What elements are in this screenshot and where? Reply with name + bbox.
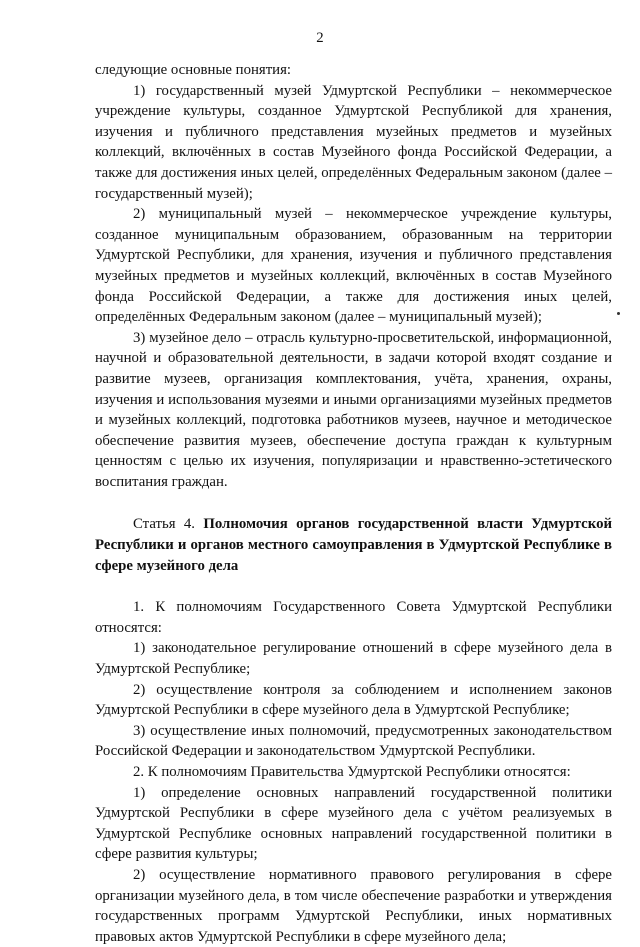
section-item: 1) законодательное регулирование отношений в сфере музейного дела в Удмуртской Республике; xyxy=(95,640,612,678)
section-lead: 2. К полномочиям Правительства Удмуртской Республики относятся: xyxy=(133,764,571,780)
article-heading xyxy=(95,514,612,576)
page-number: 2 xyxy=(316,30,324,46)
scan-speck xyxy=(617,312,620,315)
spacer xyxy=(95,576,612,597)
section-item: 2) осуществление контроля за соблюдением и исполнением законов Удмуртской Республики в сфере музейного дела в Удмуртской Республике; xyxy=(95,681,612,719)
definition-item: 3) музейное дело – отрасль культурно-просветительской, информационной, научной и образовательной деятельности, в задачи которой входят создание и развитие музеев, организация комплектования, учёта, хранения, охраны, изучения и использования музеями и иными организациями музейных предметов и музейных коллекций, подготовка работников музеев, научное и методическое обеспечение развития музеев, обеспечение доступа граждан к культурным ценностям с целью их изучения, популяризации и нравственно-эстетического воспитания граждан. xyxy=(95,329,612,490)
definition-item: 2) муниципальный музей – некоммерческое учреждение культуры, созданное муниципальным образованием, образованным на территории Удмуртской Республики, для хранения, изучения и публичного представления музейных предметов и музейных коллекций, включённых в состав Музейного фонда Российской Федерации, а также для достижения иных целей, определённых Федеральным законом (далее – муниципальный музей); xyxy=(95,206,612,326)
section-lead: 1. К полномочиям Государственного Совета Удмуртской Республики относятся: xyxy=(95,599,612,636)
section-item: 2) осуществление нормативного правового регулирования в сфере организации музейного дела, в том числе обеспечение разработки и утверждения государственных программ Удмуртской Республики, иных нормативных правовых актов Удмуртской Республики в сфере музейного дела; xyxy=(95,866,612,945)
document-body xyxy=(95,60,612,947)
section-item: 1) определение основных направлений государственной политики Удмуртской Республики в сфере музейного дела с учётом реализуемых в Удмуртской Республике основных направлений государственной политики в сфере развития культуры; xyxy=(95,784,612,863)
article-title: Полномочия органов государственной власти Удмуртской Республики и органов местного самоуправления в Удмуртской Республике в сфере музейного дела xyxy=(95,516,613,574)
intro-line: следующие основные понятия: xyxy=(95,62,291,78)
definition-item: 1) государственный музей Удмуртской Республики – некоммерческое учреждение культуры, созданное Удмуртской Республикой для хранения, изучения и публичного представления музейных предметов и музейных коллекций, включённых в состав Музейного фонда Российской Федерации, а также для достижения иных целей, определённых Федеральным законом (далее – государственный музей); xyxy=(95,82,612,202)
article-prefix: Статья 4. xyxy=(133,516,195,533)
section-item: 3) осуществление иных полномочий, предусмотренных законодательством Российской Федерации и законодательством Удмуртской Республики. xyxy=(95,722,612,760)
